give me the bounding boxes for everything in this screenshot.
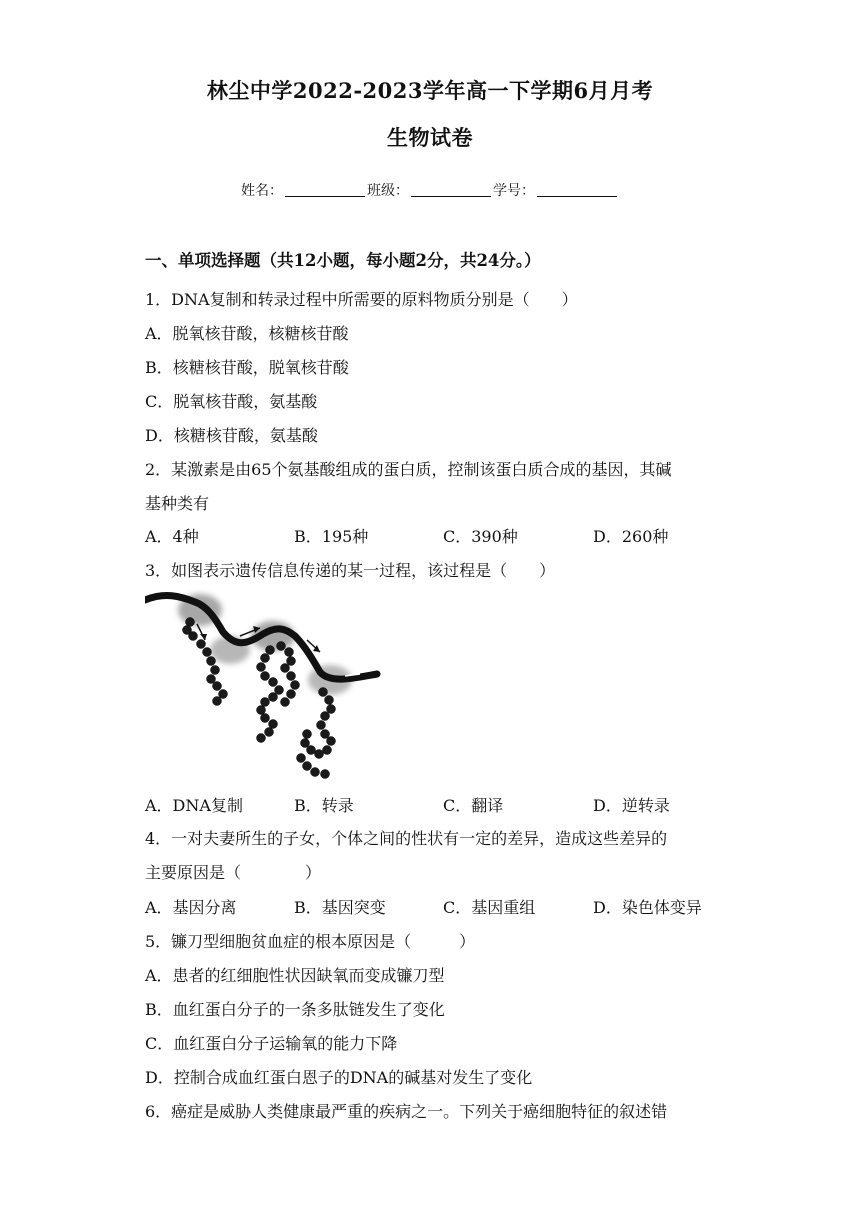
name-label: 姓名：	[241, 183, 283, 199]
question-6-stem: 6．癌症是威胁人类健康最严重的疾病之一。下列关于癌细胞特征的叙述错	[145, 1102, 668, 1121]
question-5-option-a[interactable]: A．患者的红细胞性状因缺氧而变成镰刀型	[145, 966, 445, 985]
question-4-stem-line-2: 主要原因是（ ）	[145, 863, 322, 882]
section-heading: 一、单项选择题（共12小题，每小题2分，共24分。）	[145, 251, 541, 270]
question-1-option-d[interactable]: D．核糖核苷酸，氨基酸	[145, 426, 318, 445]
question-4-option-d[interactable]: D．染色体变异	[593, 898, 702, 917]
question-4-option-a[interactable]: A．基因分离	[145, 898, 237, 917]
question-1-option-b[interactable]: B．核糖核苷酸，脱氧核苷酸	[145, 358, 349, 377]
question-3-option-c[interactable]: C．翻译	[443, 796, 504, 815]
polypeptide-chain-2	[257, 642, 300, 743]
question-2-option-c[interactable]: C．390种	[443, 527, 518, 546]
question-5-stem: 5．镰刀型细胞贫血症的根本原因是（ ）	[145, 932, 476, 951]
class-blank[interactable]	[411, 183, 491, 197]
translation-figure	[145, 588, 390, 780]
question-5-option-c[interactable]: C．血红蛋白分子运输氧的能力下降	[145, 1034, 398, 1053]
question-1-option-a[interactable]: A．脱氧核苷酸，核糖核苷酸	[145, 324, 349, 343]
polypeptide-chain-3	[297, 688, 336, 779]
question-1-option-c[interactable]: C．脱氧核苷酸，氨基酸	[145, 392, 318, 411]
exam-title: 林尘中学2022-2023学年高一下学期6月月考	[206, 78, 654, 103]
question-2-stem-line-2: 基种类有	[145, 494, 210, 513]
student-info-line	[0, 180, 860, 200]
question-2-option-a[interactable]: A．4种	[145, 527, 199, 546]
arrow-1-head	[200, 634, 207, 640]
question-3-option-a[interactable]: A．DNA复制	[145, 796, 243, 815]
question-5-option-d[interactable]: D．控制合成血红蛋白恩子的DNA的碱基对发生了变化	[145, 1068, 533, 1087]
question-3-option-d[interactable]: D．逆转录	[593, 796, 670, 815]
question-2-option-d[interactable]: D．260种	[593, 527, 669, 546]
exam-subject: 生物试卷	[387, 125, 473, 150]
question-2-option-b[interactable]: B．195种	[294, 527, 369, 546]
question-5-option-b[interactable]: B．血红蛋白分子的一条多肽链发生了变化	[145, 1000, 445, 1019]
question-3-option-b[interactable]: B．转录	[294, 796, 354, 815]
question-3-stem: 3．如图表示遗传信息传递的某一过程，该过程是（ ）	[145, 561, 556, 580]
question-1-stem: 1．DNA复制和转录过程中所需要的原料物质分别是（ ）	[145, 290, 578, 309]
class-label: 班级：	[367, 183, 409, 199]
question-2-stem-line-1: 2．某激素是由65个氨基酸组成的蛋白质，控制该蛋白质合成的基因，其碱	[145, 460, 672, 479]
id-blank[interactable]	[537, 183, 617, 197]
question-4-stem-line-1: 4．一对夫妻所生的子女，个体之间的性状有一定的差异，造成这些差异的	[145, 829, 668, 848]
name-blank[interactable]	[285, 183, 365, 197]
question-4-option-b[interactable]: B．基因突变	[294, 898, 386, 917]
question-4-option-c[interactable]: C．基因重组	[443, 898, 536, 917]
id-label: 学号：	[493, 183, 535, 199]
